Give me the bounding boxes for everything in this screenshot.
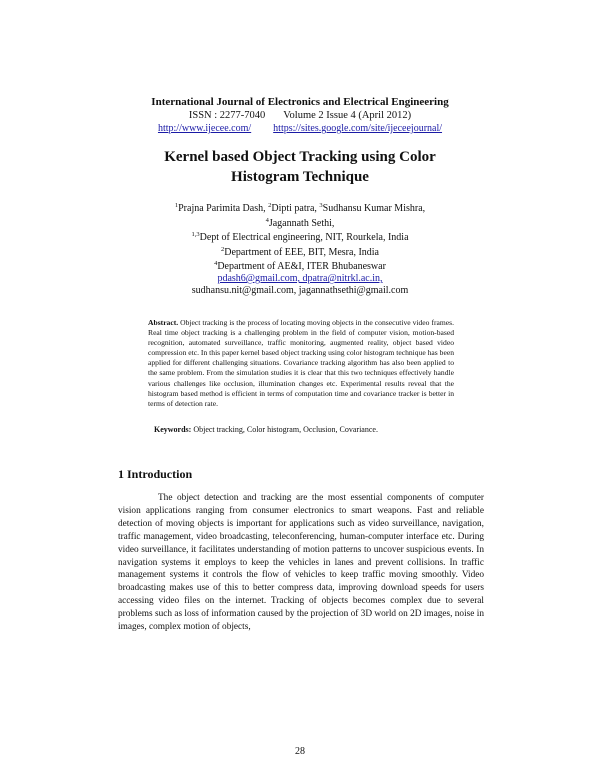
author-name: Jagannath Sethi, xyxy=(268,217,335,229)
journal-site-link[interactable]: https://sites.google.com/site/ijeceejournal/ xyxy=(273,123,443,134)
affiliation-marker: 4 xyxy=(214,260,218,268)
title-line-2: Histogram Technique xyxy=(231,169,369,185)
author-marker: 2 xyxy=(268,202,272,209)
issn: ISSN : 2277-7040 xyxy=(188,110,266,121)
author-line-1 xyxy=(0,200,600,215)
author-name: Sudhansu Kumar Mishra, xyxy=(322,203,426,214)
author-emails-line-2: sudhansu.nit@gmail.com, jagannathsethi@gmail.com xyxy=(191,284,409,296)
author-marker: 4 xyxy=(265,216,269,224)
affiliation-text: Dept of Electrical engineering, NIT, Rourkela, India xyxy=(199,232,409,244)
author-marker: 3 xyxy=(319,202,323,209)
author-emails-line-1[interactable]: pdash6@gmail.com, dpatra@nitrkl.ac.in, xyxy=(217,272,383,284)
page-number: 28 xyxy=(295,746,305,757)
keywords xyxy=(154,425,454,435)
keywords-text: Object tracking, Color histogram, Occlusion, Covariance. xyxy=(193,425,378,434)
affiliation-1 xyxy=(0,229,600,244)
affiliation-3 xyxy=(0,258,600,273)
affiliation-marker: 1,3 xyxy=(191,231,200,239)
section-text: The object detection and tracking are the most essential components of computer vision applications ranging from consumer electronics to smart weapons. Fast and reliable detection of moving objects is important for applications such as video surveillance, navigation, traffic management, video broadcasting, teleconferencing, human-computer interface etc. During video surveillance, it facilitates understanding of motion patterns to uncover suspicious events. In navigation systems it employs to keep the vehicles in lanes and prevent collisions. In traffic management systems it controls the flow of vehicles to keep traffic moving smoothly. Video broadcasting makes use of this to better compress data, improving download speeds for users accessing video files on the internet. Tracking of objects becomes complex due to several problems such as loss of information caused by the projection of 3D world on 2D images, noise in images, complex motion of objects, xyxy=(118,493,484,633)
author-block xyxy=(0,200,600,296)
abstract-label: Abstract. xyxy=(148,318,179,327)
affiliation-text: Department of AE&I, ITER Bhubaneswar xyxy=(217,261,386,273)
author-name: Prajna Parimita Dash, xyxy=(178,203,269,214)
affiliation-text: Department of EEE, BIT, Mesra, India xyxy=(224,246,379,258)
title-line-1: Kernel based Object Tracking using Color xyxy=(164,149,436,165)
paper-title xyxy=(0,147,600,187)
journal-issue-line xyxy=(0,110,600,121)
affiliation-marker: 2 xyxy=(220,245,225,253)
abstract-text: Object tracking is the process of locating moving objects in the consecutive video frames. Real time object tracking is a challenging problem in the field of computer vision, motion-based recognition, automated surveillance, traffic monitoring, augmented reality, object based video compression etc. In this paper kernel based object tracking using color histogram technique has been applied for different challenging situations. Covariance tracking algorithm has also been applied to the same problem. From the simulation studies it is clear that this two techniques effectively handle various challenges like occlusion, illumination changes etc. Experimental results reveal that the histogram based method is efficient in terms of computation time and covariance tracker is better in terms of detection rate. xyxy=(148,318,455,408)
author-marker: 1 xyxy=(174,202,179,209)
volume-issue: Volume 2 Issue 4 (April 2012) xyxy=(283,110,412,121)
journal-url-link[interactable]: http://www.ijecee.com/ xyxy=(157,123,252,134)
section-heading: 1 Introduction xyxy=(118,467,193,481)
abstract xyxy=(148,318,454,409)
author-line-2 xyxy=(0,215,600,230)
author-name: Dipti patra, xyxy=(271,203,320,214)
journal-name: International Journal of Electronics and Electrical Engineering xyxy=(151,96,449,108)
affiliation-2 xyxy=(0,244,600,259)
keywords-label: Keywords: xyxy=(154,425,192,434)
journal-links xyxy=(0,123,600,134)
section-body xyxy=(118,492,484,634)
